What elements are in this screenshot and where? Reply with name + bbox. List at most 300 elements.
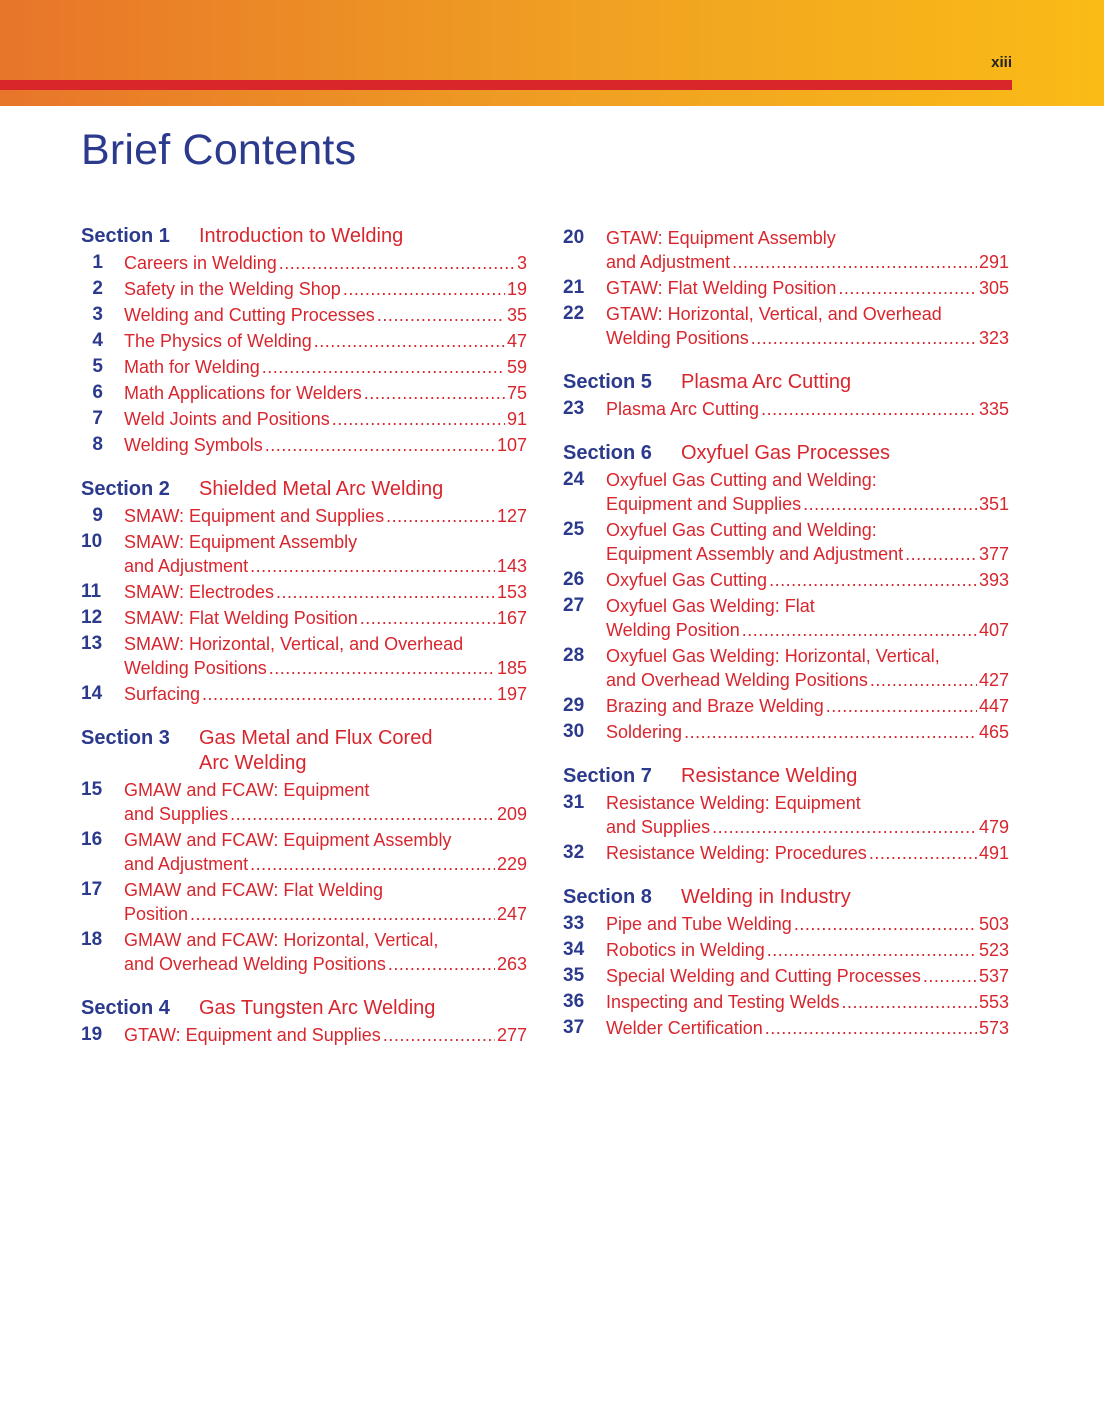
chapter-body xyxy=(606,964,1009,988)
chapter-title-line xyxy=(124,329,527,353)
chapter-number: 37 xyxy=(563,1017,585,1038)
section-label: Section 8 xyxy=(563,886,652,908)
chapter-entry[interactable] xyxy=(81,433,527,457)
chapter-title-line xyxy=(606,964,1009,988)
chapter-title-line xyxy=(124,554,527,578)
chapter-entry[interactable] xyxy=(81,277,527,301)
dot-leader xyxy=(742,618,977,642)
chapter-body xyxy=(606,938,1009,962)
chapter-entry[interactable] xyxy=(563,302,1009,350)
chapter-title: Welding Positions xyxy=(124,658,267,678)
chapter-page: 247 xyxy=(496,904,527,924)
section-name-line: Resistance Welding xyxy=(681,765,858,787)
chapter-title-line xyxy=(606,618,1009,642)
chapter-entry[interactable] xyxy=(563,644,1009,692)
chapter-title: Weld Joints and Positions xyxy=(124,409,330,429)
chapter-body xyxy=(124,1023,527,1047)
dot-leader xyxy=(769,568,977,592)
chapter-page: 3 xyxy=(516,253,527,273)
section-name-line: Plasma Arc Cutting xyxy=(681,371,852,393)
chapter-body xyxy=(124,682,527,706)
chapter-title: Oxyfuel Gas Welding: Horizontal, Vertical, xyxy=(606,646,940,666)
section-heading xyxy=(81,726,527,776)
section-heading xyxy=(563,441,1009,466)
chapter-entry[interactable] xyxy=(563,938,1009,962)
chapter-title-line xyxy=(124,682,527,706)
dot-leader xyxy=(269,656,495,680)
chapter-number: 23 xyxy=(563,398,585,419)
chapter-number: 26 xyxy=(563,569,585,590)
chapter-title: Careers in Welding xyxy=(124,253,277,273)
chapter-title: Soldering xyxy=(606,722,683,742)
dot-leader xyxy=(841,990,976,1014)
chapter-title: and Adjustment xyxy=(606,252,731,272)
chapter-page: 197 xyxy=(496,684,527,704)
chapter-title-line xyxy=(606,720,1009,744)
dot-leader xyxy=(332,407,505,431)
chapter-body xyxy=(606,791,1009,839)
chapter-title: Oxyfuel Gas Cutting and Welding: xyxy=(606,520,877,540)
chapter-title: Special Welding and Cutting Processes xyxy=(606,966,921,986)
dot-leader xyxy=(276,580,495,604)
chapter-body xyxy=(124,329,527,353)
chapter-number: 12 xyxy=(81,607,103,628)
chapter-number: 18 xyxy=(81,929,103,950)
chapter-title-line xyxy=(124,902,527,926)
dot-leader xyxy=(265,433,495,457)
chapter-entry[interactable] xyxy=(81,878,527,926)
chapter-number: 5 xyxy=(92,356,103,377)
chapter-title-line xyxy=(124,381,527,405)
chapter-page: 537 xyxy=(978,966,1009,986)
toc-section xyxy=(81,996,527,1047)
chapter-title-line xyxy=(124,878,527,902)
chapter-entry[interactable] xyxy=(81,355,527,379)
dot-leader xyxy=(794,912,977,936)
chapter-entry[interactable] xyxy=(563,791,1009,839)
toc-section xyxy=(563,370,1009,421)
chapter-body xyxy=(124,606,527,630)
section-label: Section 5 xyxy=(563,371,652,393)
chapter-body xyxy=(606,594,1009,642)
chapter-body xyxy=(124,580,527,604)
chapter-title: Surfacing xyxy=(124,684,201,704)
dot-leader xyxy=(684,720,977,744)
chapter-title: and Supplies xyxy=(124,804,229,824)
chapter-title: GTAW: Horizontal, Vertical, and Overhead xyxy=(606,304,942,324)
chapter-number: 10 xyxy=(81,531,103,552)
chapter-page: 167 xyxy=(496,608,527,628)
chapter-title: Brazing and Braze Welding xyxy=(606,696,824,716)
section-name xyxy=(681,370,851,395)
chapter-body xyxy=(606,720,1009,744)
dot-leader xyxy=(388,952,495,976)
chapter-entry[interactable] xyxy=(563,397,1009,421)
section-label: Section 4 xyxy=(81,997,170,1019)
chapter-body xyxy=(124,878,527,926)
chapter-page: 465 xyxy=(978,722,1009,742)
chapter-body xyxy=(606,518,1009,566)
chapter-title-line xyxy=(606,542,1009,566)
chapter-title: Resistance Welding: Equipment xyxy=(606,793,861,813)
section-label: Section 1 xyxy=(81,225,170,247)
chapter-page: 91 xyxy=(506,409,527,429)
section-heading xyxy=(563,370,1009,395)
chapter-number: 27 xyxy=(563,595,585,616)
dot-leader xyxy=(343,277,505,301)
section-label: Section 7 xyxy=(563,765,652,787)
chapter-title-line xyxy=(606,694,1009,718)
chapter-number: 22 xyxy=(563,303,585,324)
chapter-number: 14 xyxy=(81,683,103,704)
chapter-page: 263 xyxy=(496,954,527,974)
section-name xyxy=(199,996,435,1021)
chapter-title-line xyxy=(124,580,527,604)
chapter-number: 16 xyxy=(81,829,103,850)
chapter-number: 1 xyxy=(92,252,103,273)
section-label: Section 2 xyxy=(81,478,170,500)
chapter-title: Welder Certification xyxy=(606,1018,763,1038)
toc-column-left xyxy=(81,224,527,1067)
chapter-entry[interactable] xyxy=(563,720,1009,744)
chapter-number: 19 xyxy=(81,1024,103,1045)
chapter-title-line xyxy=(124,355,527,379)
chapter-page: 351 xyxy=(978,494,1009,514)
chapter-number: 7 xyxy=(92,408,103,429)
chapter-number: 4 xyxy=(92,330,103,351)
chapter-number: 24 xyxy=(563,469,585,490)
chapter-title-line xyxy=(124,530,527,554)
dot-leader xyxy=(190,902,495,926)
chapter-body xyxy=(124,530,527,578)
chapter-entry[interactable] xyxy=(81,632,527,680)
chapter-entry[interactable] xyxy=(563,226,1009,274)
chapter-title: SMAW: Equipment Assembly xyxy=(124,532,358,552)
chapter-entry[interactable] xyxy=(563,518,1009,566)
chapter-body xyxy=(124,928,527,976)
chapter-number: 32 xyxy=(563,842,585,863)
chapter-entry[interactable] xyxy=(563,276,1009,300)
dot-leader xyxy=(765,1016,977,1040)
dot-leader xyxy=(250,554,495,578)
chapter-body xyxy=(124,504,527,528)
chapter-title: and Adjustment xyxy=(124,556,249,576)
header-banner xyxy=(0,0,1104,106)
chapter-title: GMAW and FCAW: Equipment xyxy=(124,780,370,800)
chapter-title: Oxyfuel Gas Welding: Flat xyxy=(606,596,815,616)
chapter-entry[interactable] xyxy=(81,606,527,630)
toc-section xyxy=(563,226,1009,350)
chapter-number: 9 xyxy=(92,505,103,526)
chapter-title: Oxyfuel Gas Cutting and Welding: xyxy=(606,470,877,490)
dot-leader xyxy=(870,668,977,692)
chapter-title-line xyxy=(606,276,1009,300)
chapter-title-line xyxy=(606,594,1009,618)
chapter-entry[interactable] xyxy=(81,530,527,578)
chapter-entry[interactable] xyxy=(563,912,1009,936)
chapter-title-line xyxy=(124,928,527,952)
chapter-title-line xyxy=(124,952,527,976)
chapter-body xyxy=(124,632,527,680)
chapter-title: Math for Welding xyxy=(124,357,260,377)
chapter-entry[interactable] xyxy=(563,594,1009,642)
chapter-page: 407 xyxy=(978,620,1009,640)
section-name xyxy=(681,441,890,466)
chapter-title-line xyxy=(124,632,527,656)
section-name-line: Arc Welding xyxy=(199,752,307,774)
chapter-body xyxy=(606,990,1009,1014)
chapter-body xyxy=(124,407,527,431)
chapter-body xyxy=(124,277,527,301)
chapter-title-line xyxy=(606,1016,1009,1040)
chapter-page: 35 xyxy=(506,305,527,325)
toc-column-right xyxy=(563,224,1009,1060)
chapter-title: SMAW: Electrodes xyxy=(124,582,275,602)
chapter-title: Equipment Assembly and Adjustment xyxy=(606,544,904,564)
chapter-entry[interactable] xyxy=(563,694,1009,718)
section-name xyxy=(199,726,432,776)
section-heading xyxy=(81,224,527,249)
chapter-page: 153 xyxy=(496,582,527,602)
dot-leader xyxy=(761,397,977,421)
chapter-title-line xyxy=(124,277,527,301)
chapter-page: 523 xyxy=(978,940,1009,960)
chapter-title-line xyxy=(606,990,1009,1014)
chapter-page: 305 xyxy=(978,278,1009,298)
chapter-entry[interactable] xyxy=(81,778,527,826)
dot-leader xyxy=(767,938,977,962)
chapter-title-line xyxy=(124,778,527,802)
chapter-page: 59 xyxy=(506,357,527,377)
chapter-title: and Supplies xyxy=(606,817,711,837)
chapter-title: Resistance Welding: Procedures xyxy=(606,843,867,863)
chapter-number: 36 xyxy=(563,991,585,1012)
dot-leader xyxy=(377,303,505,327)
section-label: Section 6 xyxy=(563,442,652,464)
section-heading xyxy=(563,885,1009,910)
chapter-title-line xyxy=(606,938,1009,962)
chapter-page: 143 xyxy=(496,556,527,576)
chapter-title-line xyxy=(124,656,527,680)
chapter-page: 185 xyxy=(496,658,527,678)
section-name-line: Welding in Industry xyxy=(681,886,851,908)
chapter-body xyxy=(606,1016,1009,1040)
chapter-title: Math Applications for Welders xyxy=(124,383,362,403)
chapter-title-line xyxy=(606,250,1009,274)
chapter-number: 33 xyxy=(563,913,585,934)
page-title: Brief Contents xyxy=(81,126,357,174)
section-name xyxy=(199,477,443,502)
chapter-title: and Overhead Welding Positions xyxy=(124,954,386,974)
chapter-body xyxy=(606,841,1009,865)
chapter-number: 29 xyxy=(563,695,585,716)
chapter-body xyxy=(606,468,1009,516)
chapter-number: 11 xyxy=(81,581,102,602)
chapter-number: 8 xyxy=(92,434,103,455)
chapter-title-line xyxy=(606,326,1009,350)
chapter-title: Welding and Cutting Processes xyxy=(124,305,375,325)
chapter-page: 335 xyxy=(978,399,1009,419)
chapter-entry[interactable] xyxy=(563,568,1009,592)
chapter-page: 573 xyxy=(978,1018,1009,1038)
header-stripe xyxy=(0,80,1012,90)
chapter-title: GTAW: Equipment and Supplies xyxy=(124,1025,381,1045)
chapter-body xyxy=(606,302,1009,350)
chapter-entry[interactable] xyxy=(563,841,1009,865)
section-name-line: Gas Metal and Flux Cored xyxy=(199,727,433,749)
chapter-body xyxy=(124,381,527,405)
dot-leader xyxy=(751,326,977,350)
chapter-title-line xyxy=(124,407,527,431)
chapter-entry[interactable] xyxy=(81,580,527,604)
chapter-body xyxy=(606,694,1009,718)
chapter-title-line xyxy=(606,841,1009,865)
chapter-title-line xyxy=(606,302,1009,326)
chapter-page: 447 xyxy=(978,696,1009,716)
chapter-body xyxy=(124,251,527,275)
chapter-title: Welding Position xyxy=(606,620,740,640)
chapter-page: 427 xyxy=(978,670,1009,690)
chapter-title: Plasma Arc Cutting xyxy=(606,399,760,419)
chapter-page: 323 xyxy=(978,328,1009,348)
chapter-title-line xyxy=(124,1023,527,1047)
chapter-page: 479 xyxy=(978,817,1009,837)
chapter-title: Safety in the Welding Shop xyxy=(124,279,341,299)
chapter-body xyxy=(124,355,527,379)
chapter-body xyxy=(124,778,527,826)
chapter-body xyxy=(606,912,1009,936)
chapter-entry[interactable] xyxy=(81,682,527,706)
chapter-title: GMAW and FCAW: Equipment Assembly xyxy=(124,830,452,850)
chapter-title: SMAW: Flat Welding Position xyxy=(124,608,358,628)
chapter-title: The Physics of Welding xyxy=(124,331,312,351)
chapter-title: Pipe and Tube Welding xyxy=(606,914,792,934)
chapter-title-line xyxy=(124,828,527,852)
dot-leader xyxy=(838,276,977,300)
chapter-entry[interactable] xyxy=(81,381,527,405)
chapter-title-line xyxy=(606,668,1009,692)
section-label: Section 3 xyxy=(81,727,170,749)
chapter-body xyxy=(606,397,1009,421)
chapter-entry[interactable] xyxy=(81,928,527,976)
chapter-entry[interactable] xyxy=(81,1023,527,1047)
chapter-page: 47 xyxy=(506,331,527,351)
chapter-title: and Overhead Welding Positions xyxy=(606,670,868,690)
chapter-number: 25 xyxy=(563,519,585,540)
chapter-body xyxy=(124,303,527,327)
chapter-title: GTAW: Flat Welding Position xyxy=(606,278,837,298)
toc-section xyxy=(81,477,527,706)
chapter-number: 17 xyxy=(81,879,103,900)
chapter-body xyxy=(124,433,527,457)
chapter-entry[interactable] xyxy=(81,828,527,876)
dot-leader xyxy=(923,964,977,988)
section-name-line: Shielded Metal Arc Welding xyxy=(199,478,444,500)
chapter-title: GMAW and FCAW: Flat Welding xyxy=(124,880,384,900)
chapter-entry[interactable] xyxy=(81,329,527,353)
chapter-entry[interactable] xyxy=(81,504,527,528)
chapter-title-line xyxy=(124,504,527,528)
chapter-number: 31 xyxy=(563,792,585,813)
dot-leader xyxy=(732,250,977,274)
chapter-entry[interactable] xyxy=(81,407,527,431)
chapter-number: 3 xyxy=(92,304,103,325)
chapter-title-line xyxy=(606,815,1009,839)
chapter-title: GTAW: Equipment Assembly xyxy=(606,228,836,248)
chapter-title-line xyxy=(606,644,1009,668)
chapter-entry[interactable] xyxy=(563,1016,1009,1040)
section-heading xyxy=(81,477,527,502)
chapter-title-line xyxy=(124,852,527,876)
page-number: xiii xyxy=(991,54,1012,71)
chapter-number: 20 xyxy=(563,227,585,248)
chapter-page: 393 xyxy=(978,570,1009,590)
chapter-body xyxy=(124,828,527,876)
dot-leader xyxy=(360,606,495,630)
chapter-page: 491 xyxy=(978,843,1009,863)
chapter-page: 277 xyxy=(496,1025,527,1045)
dot-leader xyxy=(314,329,505,353)
dot-leader xyxy=(262,355,505,379)
chapter-title-line xyxy=(606,568,1009,592)
toc-section xyxy=(563,441,1009,744)
chapter-title-line xyxy=(606,226,1009,250)
chapter-title-line xyxy=(606,492,1009,516)
chapter-body xyxy=(606,276,1009,300)
chapter-body xyxy=(606,226,1009,274)
dot-leader xyxy=(826,694,977,718)
chapter-number: 21 xyxy=(563,277,585,298)
chapter-number: 28 xyxy=(563,645,585,666)
chapter-number: 13 xyxy=(81,633,103,654)
chapter-title: Welding Positions xyxy=(606,328,749,348)
chapter-title-line xyxy=(124,606,527,630)
chapter-title: Position xyxy=(124,904,189,924)
chapter-title-line xyxy=(606,468,1009,492)
dot-leader xyxy=(279,251,515,275)
chapter-number: 15 xyxy=(81,779,103,800)
dot-leader xyxy=(364,381,505,405)
section-heading xyxy=(81,996,527,1021)
chapter-page: 553 xyxy=(978,992,1009,1012)
chapter-entry[interactable] xyxy=(563,964,1009,988)
chapter-title: and Adjustment xyxy=(124,854,249,874)
chapter-entry[interactable] xyxy=(563,990,1009,1014)
section-name xyxy=(681,885,851,910)
chapter-page: 127 xyxy=(496,506,527,526)
chapter-entry[interactable] xyxy=(563,468,1009,516)
chapter-title-line xyxy=(606,791,1009,815)
dot-leader xyxy=(869,841,977,865)
chapter-number: 6 xyxy=(92,382,103,403)
chapter-title: SMAW: Equipment and Supplies xyxy=(124,506,385,526)
chapter-page: 503 xyxy=(978,914,1009,934)
chapter-page: 229 xyxy=(496,854,527,874)
chapter-entry[interactable] xyxy=(81,251,527,275)
chapter-title-line xyxy=(606,518,1009,542)
dot-leader xyxy=(383,1023,495,1047)
dot-leader xyxy=(712,815,977,839)
dot-leader xyxy=(803,492,977,516)
section-name xyxy=(681,764,857,789)
chapter-number: 34 xyxy=(563,939,585,960)
chapter-entry[interactable] xyxy=(81,303,527,327)
section-name-line: Gas Tungsten Arc Welding xyxy=(199,997,436,1019)
section-name-line: Introduction to Welding xyxy=(199,225,404,247)
section-heading xyxy=(563,764,1009,789)
chapter-body xyxy=(606,568,1009,592)
chapter-title-line xyxy=(606,912,1009,936)
